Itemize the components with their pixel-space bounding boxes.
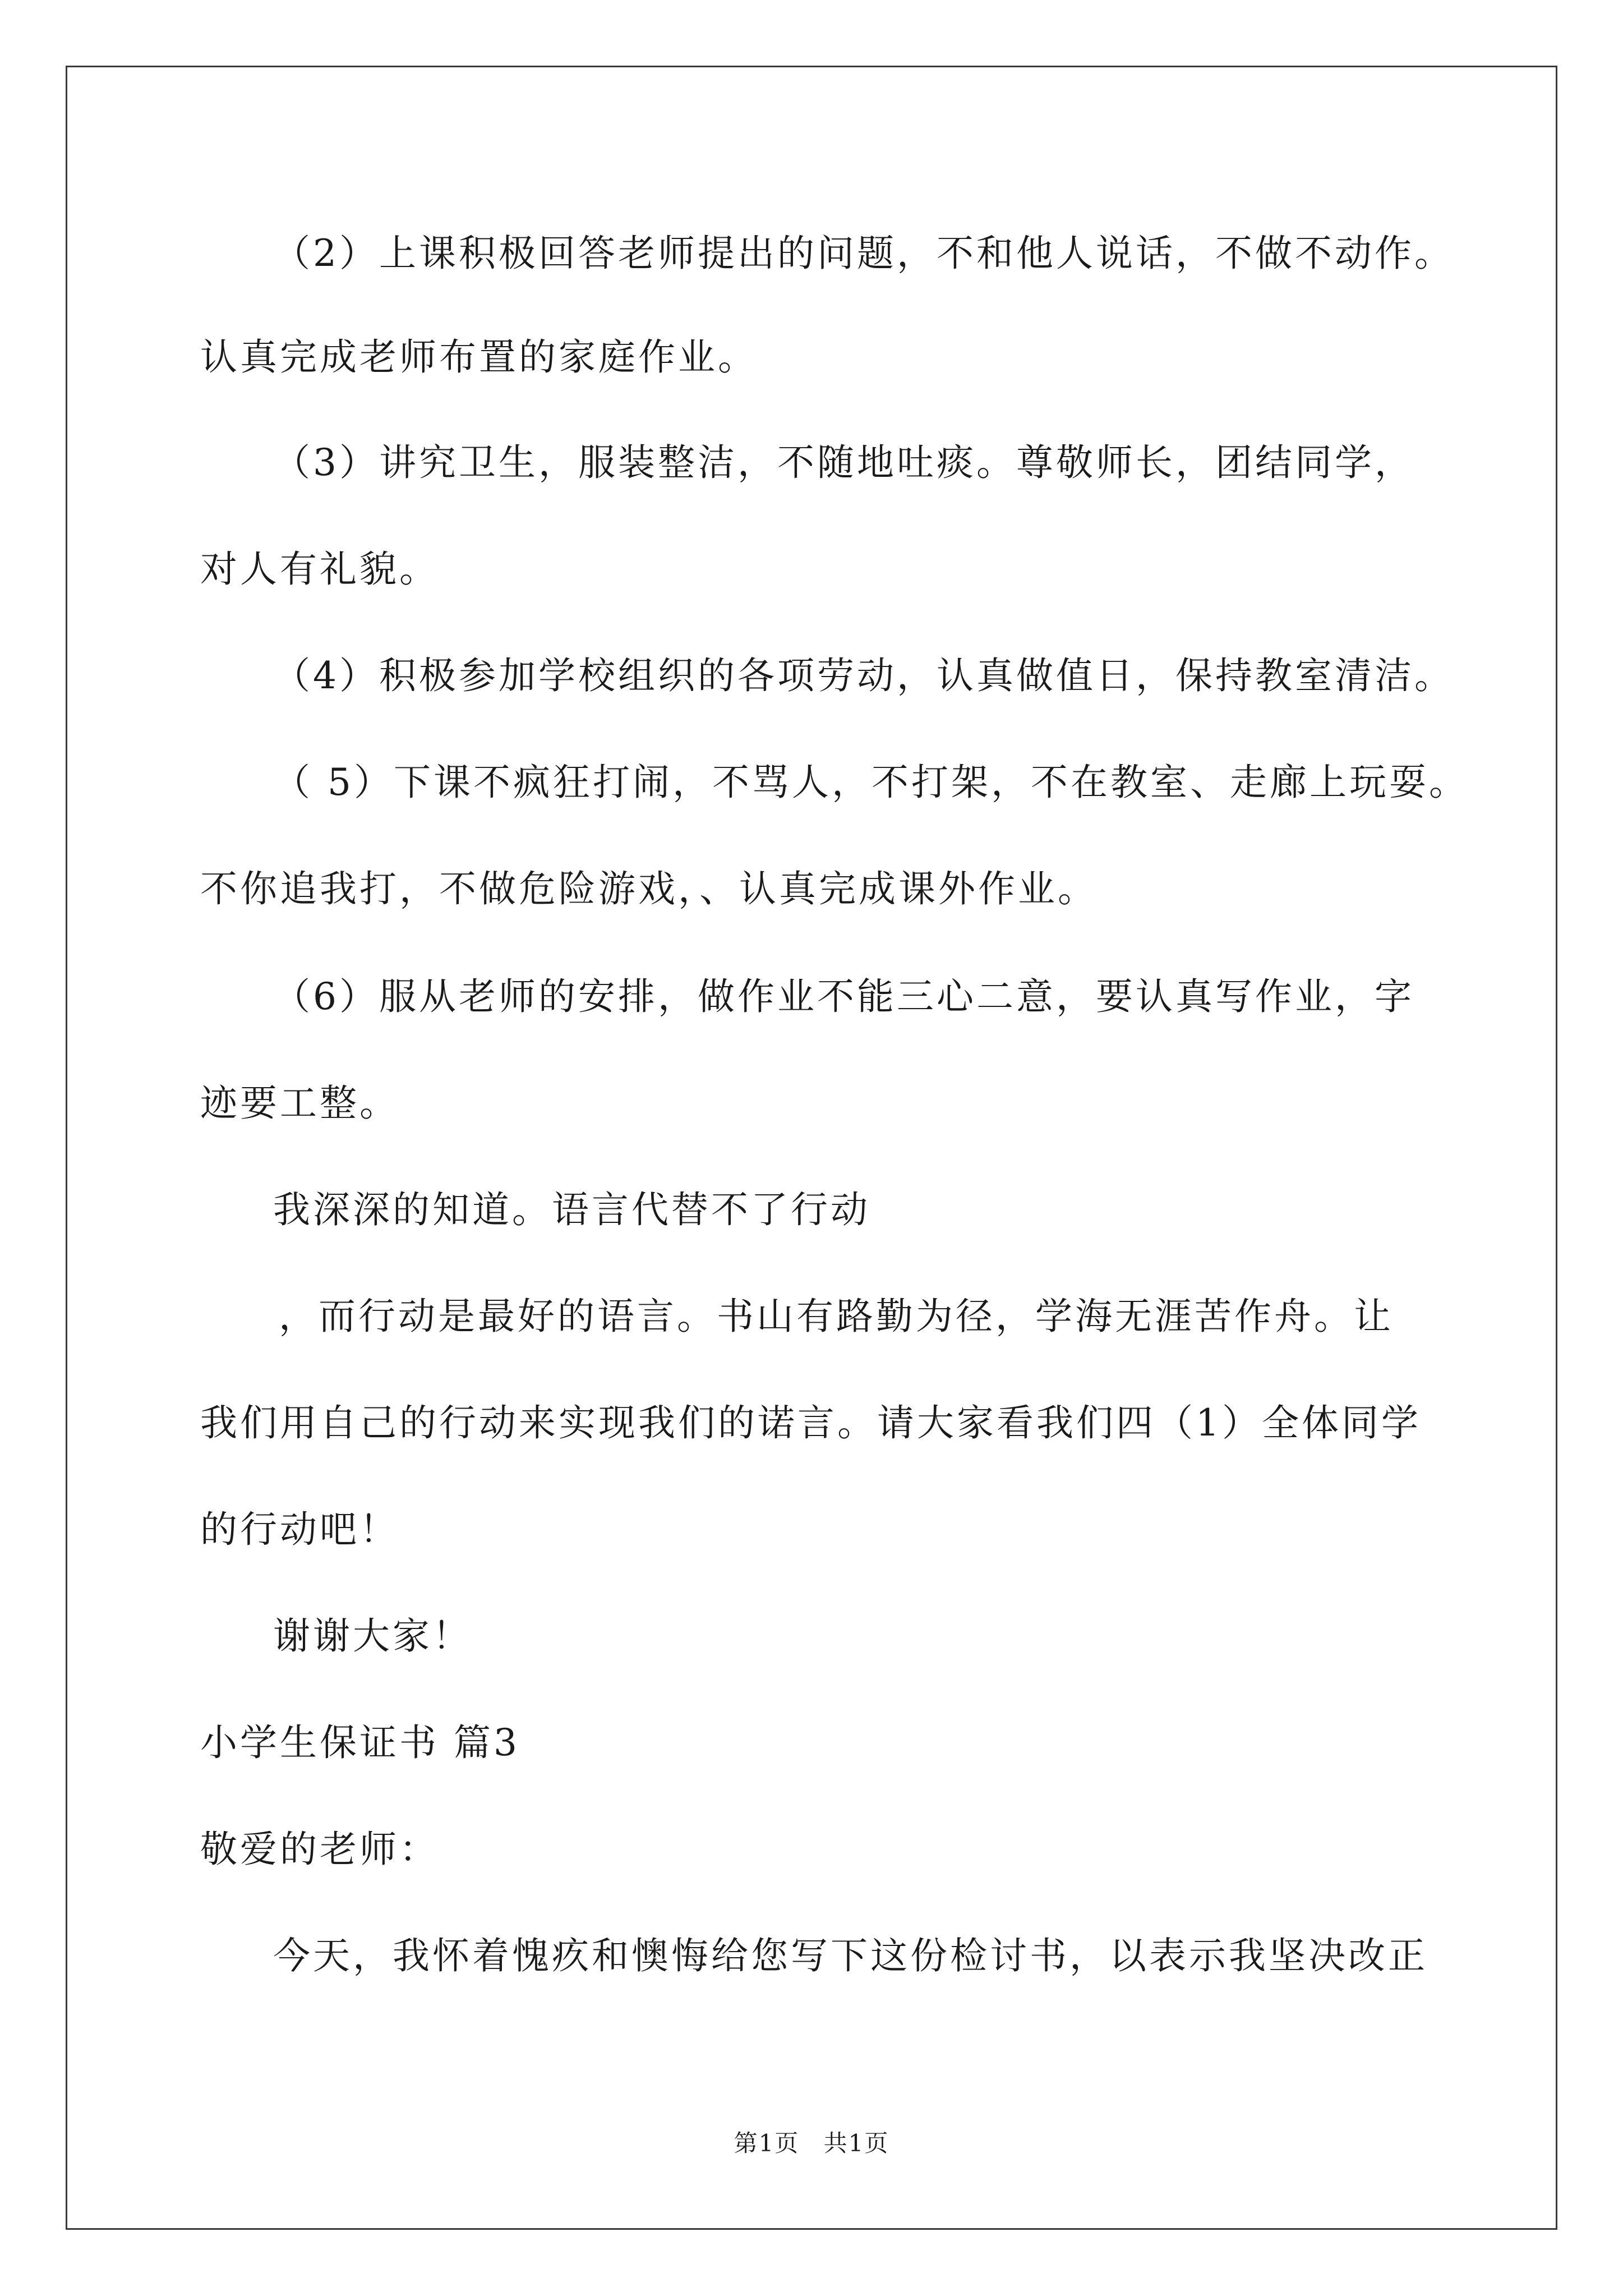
section-heading: 小学生保证书 篇3 xyxy=(200,1721,520,1764)
page-footer xyxy=(0,2129,1623,2157)
paragraph-line: 我们用自己的行动来实现我们的诺言。请大家看我们四（1）全体同学 xyxy=(200,1401,1421,1444)
paragraph-line: （4）积极参加学校组织的各项劳动，认真做值日，保持教室清洁。 xyxy=(273,654,1454,697)
paragraph-line: 认真完成老师布置的家庭作业。 xyxy=(200,335,758,379)
page-border xyxy=(66,66,1557,2230)
paragraph-line: 我深深的知道。语言代替不了行动 xyxy=(273,1188,870,1231)
paragraph-line: 今天，我怀着愧疚和懊悔给您写下这份检讨书，以表示我坚决改正 xyxy=(273,1934,1428,1977)
paragraph-line: （2）上课积极回答老师提出的问题，不和他人说话，不做不动作。 xyxy=(273,232,1454,275)
paragraph-line: 谢谢大家！ xyxy=(273,1614,472,1658)
total-pages: 共1页 xyxy=(823,2129,889,2157)
paragraph-line: 对人有礼貌。 xyxy=(200,547,439,591)
salutation: 敬爱的老师： xyxy=(200,1828,439,1871)
current-page-number: 第1页 xyxy=(734,2129,800,2157)
paragraph-line: （6）服从老师的安排，做作业不能三心二意，要认真写作业，字 xyxy=(273,975,1414,1018)
paragraph-line: （ 5）下课不疯狂打闹，不骂人，不打架，不在教室、走廊上玩耍。 xyxy=(273,761,1469,804)
paragraph-line: 的行动吧！ xyxy=(200,1508,399,1551)
paragraph-line: ，而行动是最好的语言。书山有路勤为径，学海无涯苦作舟。让 xyxy=(279,1295,1394,1338)
paragraph-line: 迹要工整。 xyxy=(200,1082,399,1125)
paragraph-line: （3）讲究卫生，服装整洁，不随地吐痰。尊敬师长，团结同学， xyxy=(273,441,1414,484)
paragraph-line: 不你追我打，不做危险游戏，、认真完成课外作业。 xyxy=(200,867,1098,910)
